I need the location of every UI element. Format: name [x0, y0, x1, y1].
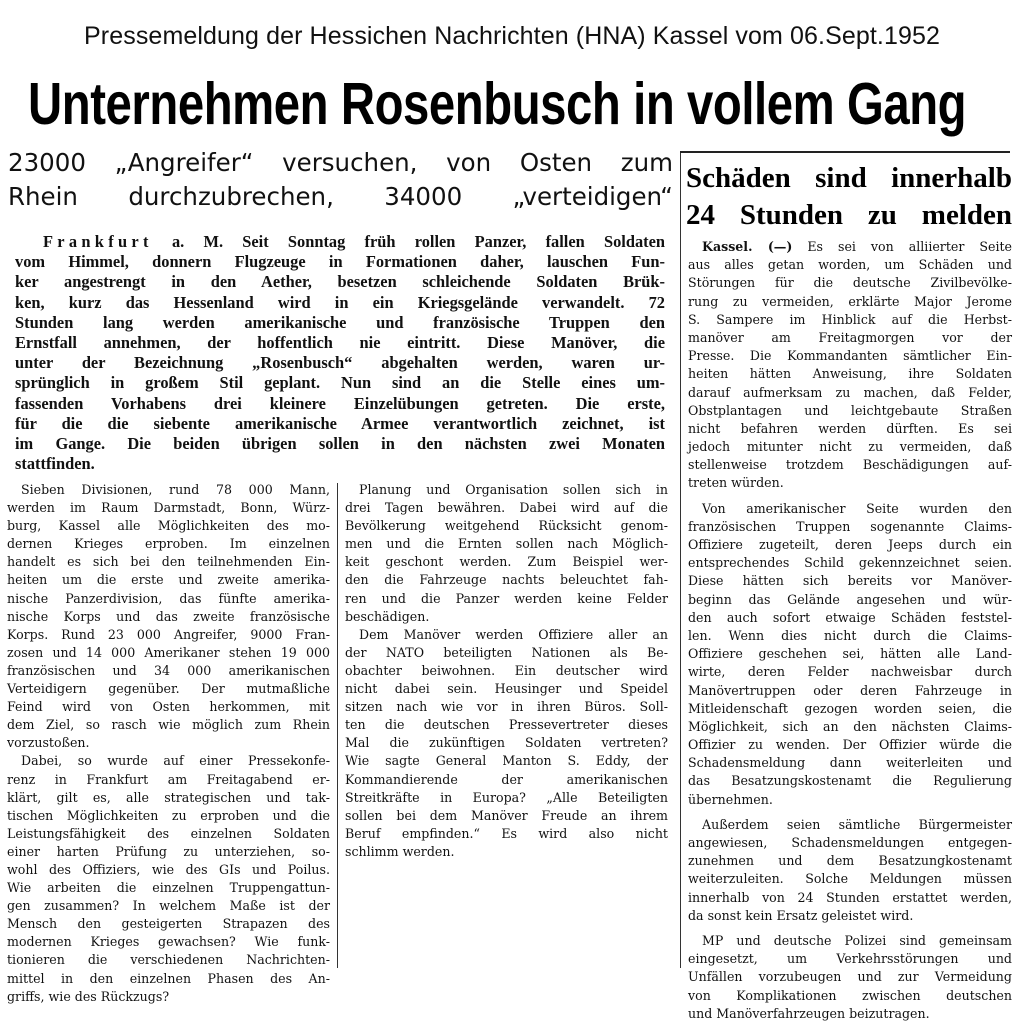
- text-line: Dabei, so wurde auf einer Pressekonfe-: [21, 753, 330, 769]
- text-line: Korps. Rund 23 000 Angreifer, 9000 Fran-: [7, 626, 330, 642]
- text-line: wohl des Offiziers, wie des GIs und Poilus.: [7, 861, 330, 877]
- article-column-2: [345, 481, 668, 861]
- text-line: Manövertruppen oder deren Fahrzeuge in: [688, 682, 1012, 698]
- text-line: obachter beiwohnen. Ein deutscher wird: [345, 662, 668, 678]
- text-line: den auch sofort etwaige Schäden feststel-: [688, 609, 1012, 625]
- text-line: Wie arbeiten die einzelnen Truppengattun-: [7, 880, 330, 896]
- text-line: heiten hätten Anweisung, ihre Soldaten: [688, 366, 1012, 382]
- text-line: Beruf empfinden.“ Es wird also nicht: [345, 825, 668, 841]
- text-line: den die Fahrzeuge nachts beleuchtet fah-: [345, 572, 668, 588]
- text-line: heiten um die erste und zweite amerika-: [7, 572, 330, 588]
- text-line: nicht dabei sein. Heusinger und Speidel: [345, 681, 668, 697]
- text-line: Bevölkerung weitgehend Rücksicht genom-: [345, 518, 668, 534]
- paragraph-gap: [688, 493, 1012, 500]
- text-line: Offiziere zugeteilt, deren Jeeps durch ein: [688, 537, 1012, 552]
- text-line: dernen Krieges erproben. Im einzelnen: [7, 536, 330, 552]
- text-line: dem Ziel, so rasch wie möglich zum Rhein: [7, 717, 330, 733]
- text-line: gen zusammen? In welchem Maße ist der: [7, 898, 330, 914]
- sidebar-top-rule: [680, 151, 1010, 153]
- text-line: Leistungsfähigkeit des einzelnen Soldaten: [7, 825, 330, 841]
- sidebar-headline: [686, 160, 1012, 234]
- text-line: vorzustoßen.: [7, 735, 90, 751]
- text-line: griffs, wie des Rückzugs?: [7, 988, 170, 1004]
- article-column-1: [7, 481, 330, 1006]
- text-line: sitzen nach wie vor in ihren Büros. Soll-: [345, 699, 668, 715]
- paragraph-gap: [688, 809, 1012, 816]
- text-line: eingesetzt, um Verkehrsstörungen und: [688, 951, 1012, 967]
- text-line: manöver am Freitagmorgen vor der: [688, 329, 1012, 345]
- text-line: Störungen für die deutsche Zivilbevölke-: [688, 275, 1012, 291]
- text-line: werden im Raum Darmstadt, Bonn, Würz-: [7, 500, 330, 516]
- text-line: das Besatzungskostenamt die Regulierung: [688, 773, 1012, 789]
- text-line: Presse. Die Kommandanten sämtlicher Ein-: [688, 348, 1012, 364]
- lead-paragraph: [15, 232, 665, 474]
- text-line: burg, Kassel alle Möglichkeiten des mo-: [7, 518, 330, 534]
- subheadline-line: Rhein durchzubrechen, 34000 „verteidigen“: [8, 182, 673, 211]
- lead-line: ker angestrengt in den Aether, besetzen schleichende Soldaten Brük-: [15, 272, 665, 292]
- text-line: keit geschont werden. Zum Beispiel wer-: [345, 554, 668, 570]
- text-line: schlimm werden.: [345, 843, 455, 859]
- text-line: Streitkräfte in Europa? „Alle Beteiligten: [345, 789, 668, 805]
- text-line: Dem Manöver werden Offiziere aller an: [359, 626, 668, 642]
- text-line: weiterzuleiten. Solche Meldungen müssen: [688, 871, 1012, 887]
- text-line: len. Wenn dies nicht durch die Claims-: [688, 627, 1012, 643]
- text-line: treten würden.: [688, 475, 784, 491]
- text-line-content: Es sei von alliierter Seite: [792, 239, 1012, 254]
- text-line: wirte, deren Felder nachweisbar durch: [688, 664, 1012, 680]
- text-line: nicht befahren werden dürften. Es sei: [688, 420, 1012, 436]
- text-line: sollen bei dem Manöver Freude an ihrem: [345, 807, 668, 823]
- sidebar-dateline: Kassel. (—): [702, 239, 793, 254]
- text-line: Obstplantagen und leichtgebaute Straßen: [688, 402, 1012, 418]
- text-line: Sieben Divisionen, rund 78 000 Mann,: [21, 482, 330, 497]
- lead-dateline: Frankfurt: [43, 232, 153, 251]
- text-line: Verteidigern gegenüber. Der mutmaßliche: [7, 681, 330, 697]
- text-line: Offiziere geschehen sei, hätten alle Land-: [688, 646, 1012, 662]
- text-line: beschädigen.: [345, 608, 430, 624]
- lead-line: stattfinden.: [15, 454, 95, 474]
- clipping-caption: Pressemeldung der Hessichen Nachrichten (HNA) Kassel vom 06.Sept.1952: [84, 22, 940, 50]
- text-line: Mal die zukünftigen Soldaten vertreten?: [345, 735, 668, 751]
- text-line: zosen und 14 000 Amerikaner stehen 19 000: [7, 644, 330, 660]
- text-line: Offizier zu wenden. Der Offizier würde die: [688, 737, 1012, 753]
- text-line: mittel in den einzelnen Phasen des An-: [7, 970, 330, 986]
- text-line: Kommandierende der amerikanischen: [345, 771, 668, 787]
- text-line: angewiesen, Schadensmeldungen entgegen-: [688, 835, 1012, 850]
- text-line: [688, 238, 1012, 256]
- text-line: einer harten Prüfung zu unterziehen, so-: [7, 843, 330, 859]
- text-line: da sonst kein Ersatz geleistet wird.: [688, 907, 914, 923]
- text-line: Außerdem seien sämtliche Bürgermeister: [702, 816, 1012, 832]
- lead-line: sprünglich in großem Stil geplant. Nun sind an die Stelle eines um-: [15, 373, 665, 393]
- subheadline: [8, 146, 673, 214]
- sidebar-article: [688, 238, 1012, 1023]
- text-line: Mensch den gesteigerten Strapazen des: [7, 916, 330, 932]
- text-line: französischen Truppen sogenannte Claims-: [688, 518, 1012, 534]
- text-line: nische Korps und das zweite französische: [7, 608, 330, 624]
- lead-line: [15, 232, 665, 252]
- subheadline-line: 23000 „Angreifer“ versuchen, von Osten zum: [8, 148, 673, 177]
- text-line: ten die deutschen Pressevertreter dieses: [345, 717, 668, 733]
- lead-line-text: a. M. Seit Sonntag früh rollen Panzer, fallen Soldaten: [152, 232, 665, 251]
- column-divider: [680, 153, 681, 968]
- text-line: darauf aufmerksam zu machen, daß Felder,: [688, 384, 1012, 400]
- text-line: Möglichkeit, sich an den nächsten Claims-: [688, 718, 1012, 734]
- text-line: modernen Krieges gewachsen? Wie funk-: [7, 934, 330, 950]
- text-line: von Komplikationen zwischen deutschen: [688, 987, 1012, 1003]
- text-line: rung zu vermeiden, erklärte Major Jerome: [688, 293, 1012, 309]
- text-line: Wie sagte General Manton S. Eddy, der: [345, 753, 668, 769]
- text-line: übernehmen.: [688, 791, 773, 807]
- text-line: drei Tagen bewähren. Dabei wird auf die: [345, 500, 668, 516]
- text-line: Schadensmeldung dann weiterleiten und: [688, 755, 1012, 771]
- text-line: handelt es sich bei den teilnehmenden Ein-: [7, 554, 330, 570]
- lead-line: für die die siebente amerikanische Armee verantwortlich zeichnet, ist: [15, 413, 665, 433]
- text-line: klärt, gilt es, alle strategischen und tak-: [7, 789, 330, 805]
- text-line: nische Panzerdivision, das fünfte amerika-: [7, 590, 330, 606]
- text-line: Von amerikanischer Seite wurden den: [702, 500, 1012, 516]
- text-line: beginn das Gelände angesehen und wür-: [688, 591, 1012, 607]
- text-line: S. Sampere im Hinblick auf die Herbst-: [688, 311, 1012, 327]
- paragraph-gap: [688, 925, 1012, 932]
- lead-line: im Gange. Die beiden übrigen sollen in den nächsten zwei Monaten: [15, 433, 665, 453]
- sidebar-headline-line: Schäden sind innerhalb: [686, 162, 1012, 194]
- text-line: der NATO beteiligten Nationen als Be-: [345, 644, 668, 660]
- text-line: men und die Ernten sollen nach Möglich-: [345, 536, 668, 552]
- text-line: MP und deutsche Polizei sind gemeinsam: [702, 932, 1012, 948]
- sidebar-headline-line: 24 Stunden zu melden: [686, 199, 1012, 231]
- lead-line: fassenden Vorhabens drei kleinere Einzelübungen getreten. Die erste,: [15, 393, 665, 413]
- lead-line: Ernstfall annehmen, der hoffentlich nie eintritt. Diese Manöver, die: [15, 332, 665, 352]
- lead-line: Stunden lang werden amerikanische und französische Truppen den: [15, 312, 665, 332]
- text-line: entsprechendes Schild gekennzeichnet seien.: [688, 555, 1012, 571]
- main-headline: Unternehmen Rosenbusch in vollem Gang: [28, 70, 967, 137]
- text-line: innerhalb von 24 Stunden erstattet werden,: [688, 889, 1012, 905]
- text-line: französischen und 34 000 amerikanischen: [7, 662, 330, 678]
- text-line: zunehmen und dem Besatzungkostenamt: [688, 853, 1012, 869]
- lead-line: unter der Bezeichnung „Rosenbusch“ abgehalten werden, waren ur-: [15, 353, 665, 373]
- text-line: Mitleidenschaft gezogen worden seien, die: [688, 700, 1012, 716]
- text-line: Planung und Organisation sollen sich in: [359, 482, 668, 497]
- lead-line: vom Himmel, donnern Flugzeuge in Formationen daher, lauschen Fun-: [15, 252, 665, 272]
- text-line: stellenweise trotzdem Beschädigungen auf-: [688, 457, 1012, 473]
- text-line: jedoch mitunter nicht zu vermeiden, daß: [688, 439, 1012, 455]
- text-line: Feind wird von Osten herkommen, mit: [7, 699, 330, 715]
- text-line: tischen Möglichkeiten zu erproben und die: [7, 807, 330, 823]
- text-line: tionieren die verschiedenen Nachrichten-: [7, 952, 330, 968]
- text-line: aus alles getan worden, um Schäden und: [688, 257, 1012, 273]
- text-line: und Manöverfahrzeugen beizutragen.: [688, 1005, 930, 1021]
- text-line: ren und die Panzer werden keine Felder: [345, 590, 668, 606]
- text-line: Unfällen vorzubeugen und zur Vermeidung: [688, 969, 1012, 985]
- text-line: Diese hätten sich bereits vor Manöver-: [688, 573, 1012, 589]
- lead-line: ken, kurz das Hessenland wird in ein Kriegsgelände verwandelt. 72: [15, 292, 665, 312]
- text-line: renz in Frankfurt am Freitagabend er-: [7, 771, 330, 787]
- column-divider: [337, 483, 338, 968]
